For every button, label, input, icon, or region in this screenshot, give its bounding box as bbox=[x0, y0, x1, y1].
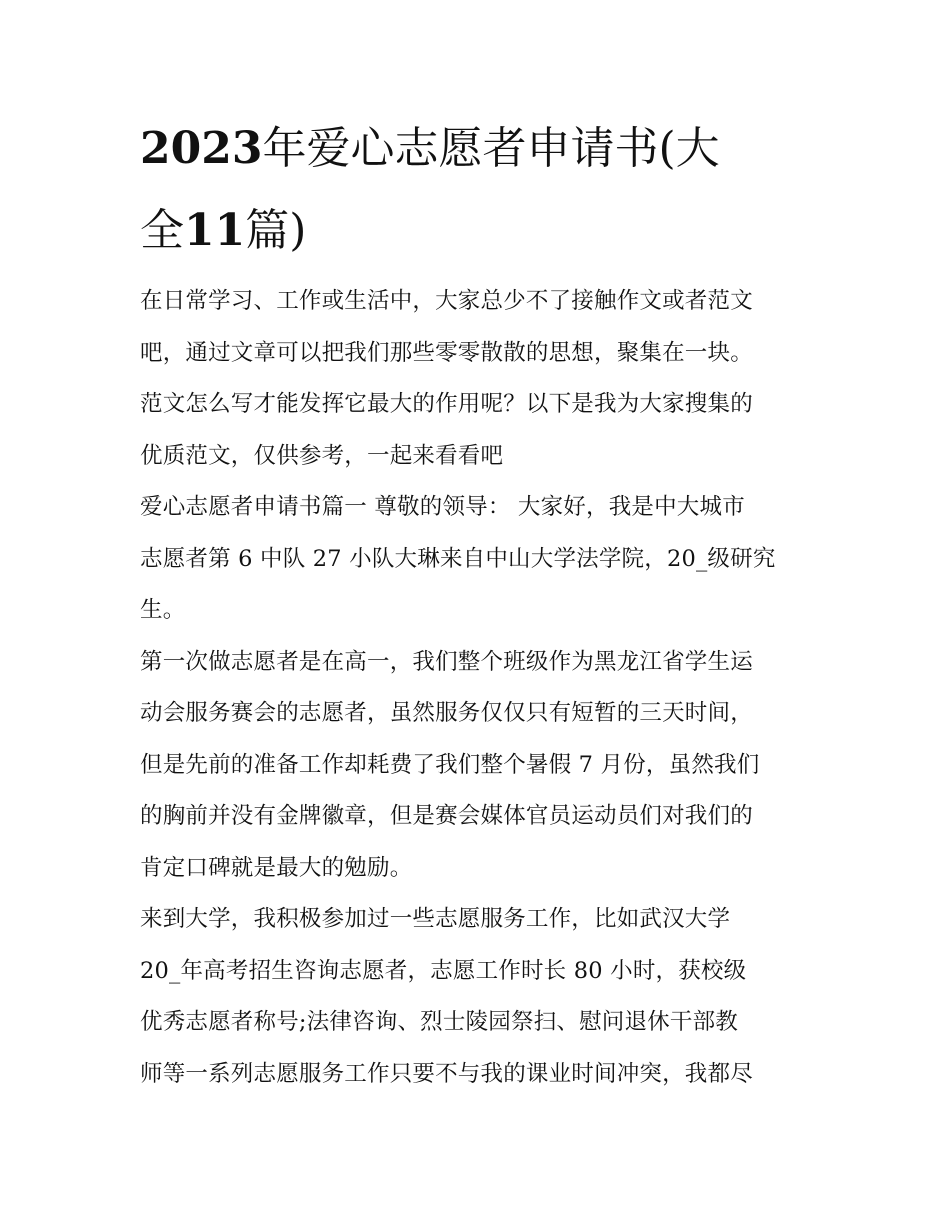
text-line: 志愿者第 6 中队 27 小队大琳来自中山大学法学院，20_级研究 bbox=[140, 545, 776, 572]
text-line: 肯定口碑就是最大的勉励。 bbox=[140, 854, 413, 881]
text-line: 范文怎么写才能发挥它最大的作用呢？以下是我为大家搜集的 bbox=[140, 391, 753, 417]
text-line: 来到大学，我积极参加过一些志愿服务工作，比如武汉大学 bbox=[140, 906, 731, 932]
text-line: 师等一系列志愿服务工作只要不与我的课业时间冲突，我都尽 bbox=[140, 1060, 753, 1087]
text-line: 吧，通过文章可以把我们那些零零散散的思想，聚集在一块。 bbox=[140, 339, 753, 366]
title-year: 2023 bbox=[140, 123, 263, 174]
title-text-1: 年爱心志愿者申请书(大 bbox=[262, 123, 720, 174]
text-line: 动会服务赛会的志愿者，虽然服务仅仅只有短暂的三天时间， bbox=[140, 700, 753, 726]
title-count: 11 bbox=[184, 205, 246, 256]
title-text-2a: 全 bbox=[140, 205, 184, 256]
text-line: 爱心志愿者申请书篇一 尊敬的领导： 大家好，我是中大城市 bbox=[140, 494, 745, 520]
title-line-1 bbox=[140, 108, 820, 190]
text-line: 但是先前的准备工作却耗费了我们整个暑假 7 月份，虽然我们 bbox=[140, 751, 760, 778]
text-line: 20_年高考招生咨询志愿者，志愿工作时长 80 小时，获校级 bbox=[140, 957, 747, 984]
text-line: 生。 bbox=[140, 597, 186, 623]
title-text-2b: 篇) bbox=[245, 205, 307, 256]
text-line: 第一次做志愿者是在高一，我们整个班级作为黑龙江省学生运 bbox=[140, 648, 753, 675]
text-line: 的胸前并没有金牌徽章，但是赛会媒体官员运动员们对我们的 bbox=[140, 803, 753, 829]
title-line-2 bbox=[140, 190, 820, 272]
text-line: 优秀志愿者称号;法律咨询、烈士陵园祭扫、慰问退休干部教 bbox=[140, 1009, 738, 1035]
document-title bbox=[140, 108, 820, 272]
text-line: 在日常学习、工作或生活中，大家总少不了接触作文或者范文 bbox=[140, 288, 753, 314]
document-body bbox=[140, 276, 830, 1100]
text-line: 优质范文，仅供参考，一起来看看吧 bbox=[140, 442, 504, 469]
